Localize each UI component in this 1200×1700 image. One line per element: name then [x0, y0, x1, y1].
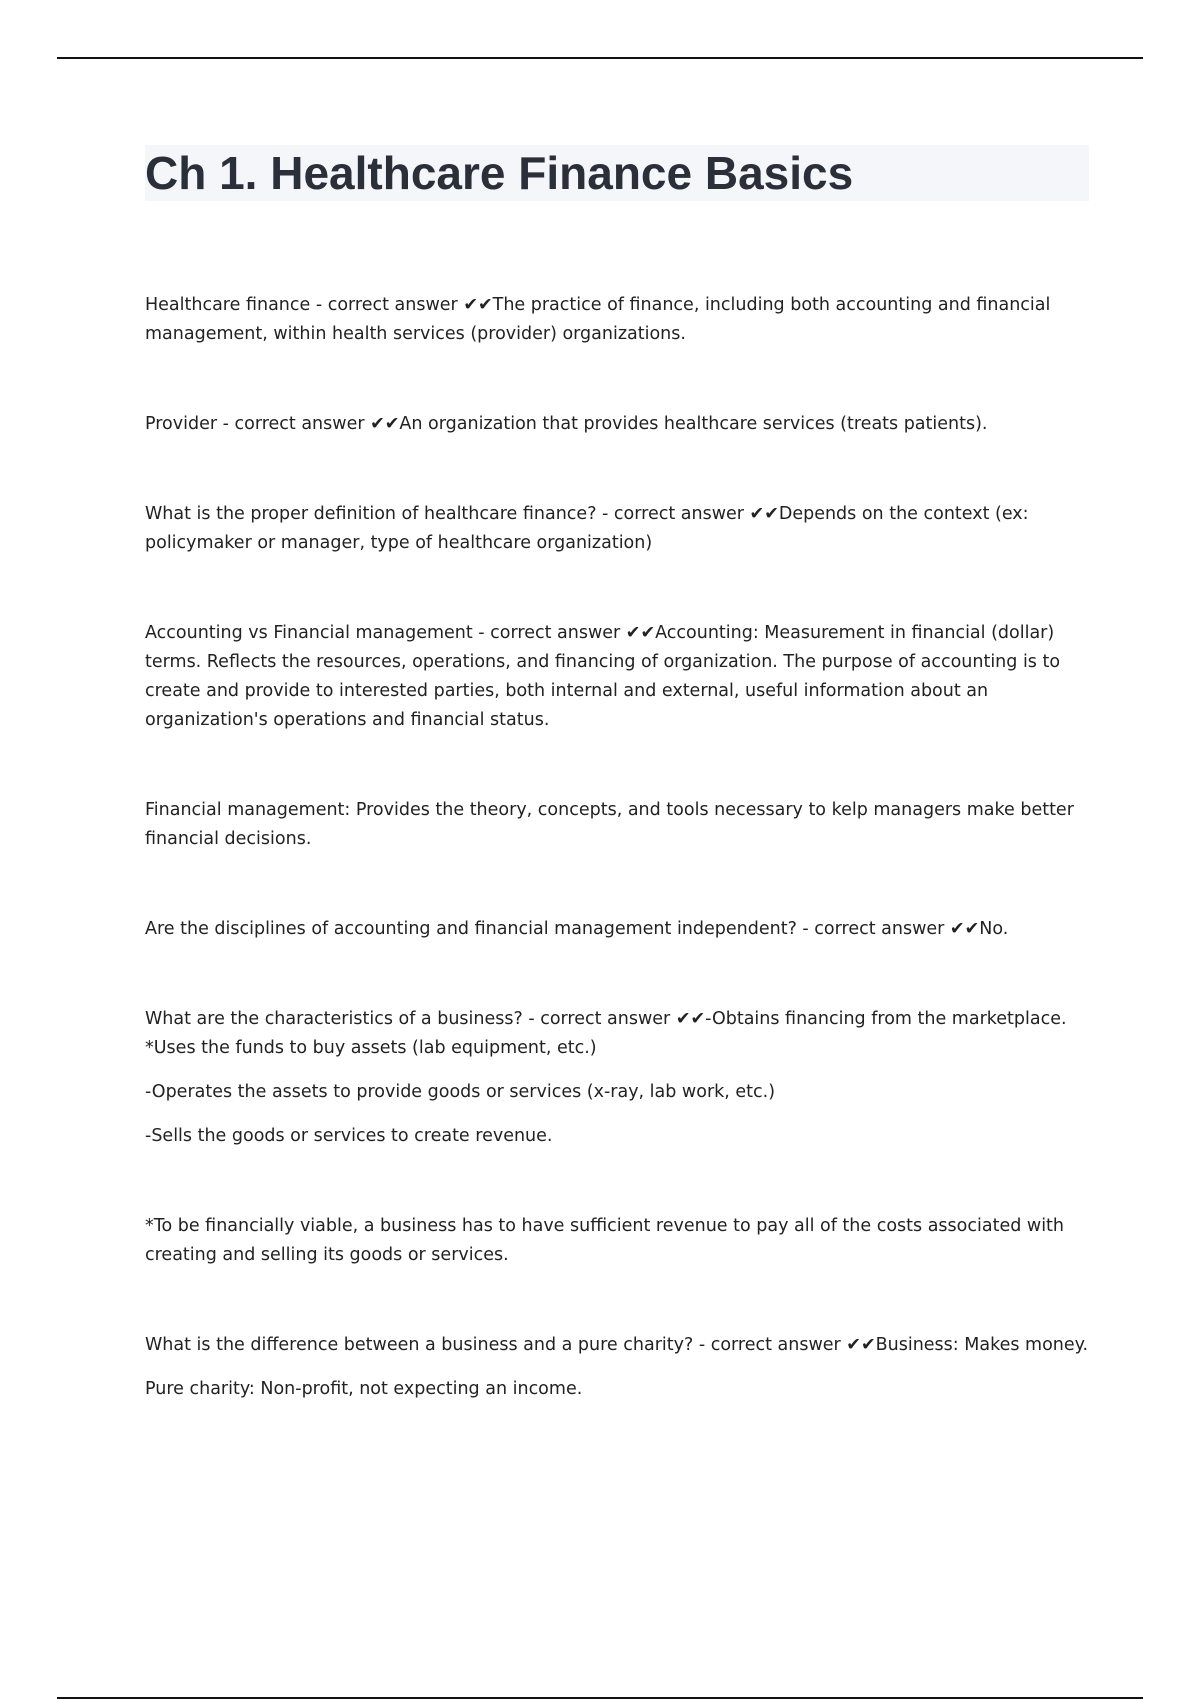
paragraph-accounting-vs-financial: Accounting vs Financial management - correct answer ✔✔Accounting: Measurement in financial (dollar) terms. Reflects the resources, operations, and financing of organization. The purpose of accounting is to create and provide to interested parties, both internal and external, useful information about an organization's operations and financial status. [145, 623, 1061, 730]
page-title: Ch 1. Healthcare Finance Basics [145, 147, 854, 199]
bottom-rule [57, 1697, 1143, 1699]
document-body [145, 145, 1089, 1404]
paragraph-financially-viable: *To be financially viable, a business has to have sufficient revenue to pay all of the costs associated with creating and selling its goods or services. [145, 1216, 1065, 1265]
paragraph-disciplines: Are the disciplines of accounting and financial management independent? - correct answer ✔✔No. [145, 919, 1009, 939]
paragraph-business-characteristics: What are the characteristics of a business? - correct answer ✔✔-Obtains financing from the marketplace. *Uses the funds to buy assets (lab equipment, etc.) [145, 1009, 1067, 1058]
title-block [145, 145, 1089, 201]
top-rule [57, 57, 1143, 59]
paragraph-definition: What is the proper definition of healthcare finance? - correct answer ✔✔Depends on the context (ex: policymaker or manager, type of healthcare organization) [145, 504, 1029, 553]
paragraph-financial-management: Financial management: Provides the theory, concepts, and tools necessary to kelp managers make better financial decisions. [145, 800, 1074, 849]
paragraph-provider: Provider - correct answer ✔✔An organization that provides healthcare services (treats patients). [145, 414, 988, 434]
paragraph-business-vs-charity: What is the difference between a business and a pure charity? - correct answer ✔✔Business: Makes money. [145, 1335, 1089, 1355]
paragraph-operates-assets: -Operates the assets to provide goods or services (x-ray, lab work, etc.) [145, 1082, 776, 1102]
paragraph-healthcare-finance: Healthcare finance - correct answer ✔✔The practice of finance, including both accounting and financial management, within health services (provider) organizations. [145, 295, 1051, 344]
paragraph-pure-charity: Pure charity: Non-profit, not expecting an income. [145, 1379, 583, 1399]
paragraph-sells-goods: -Sells the goods or services to create revenue. [145, 1126, 553, 1146]
